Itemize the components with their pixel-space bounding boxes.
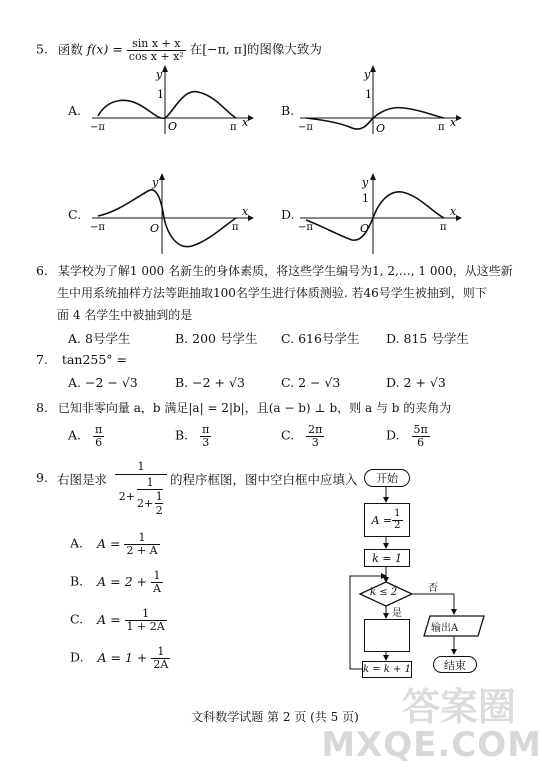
tick-neg-pi: −π <box>298 122 313 133</box>
tick-neg-pi: −π <box>90 122 105 133</box>
fraction-denominator: 2 + A <box>126 543 158 557</box>
q9-option-d <box>70 646 170 670</box>
option-fraction <box>306 424 324 448</box>
fraction-denominator: 2A <box>153 657 169 671</box>
option-label: C. <box>70 611 84 627</box>
question-6-line2: 生中用系统抽样方法等距抽取100名学生进行体质测验. 若46号学生被抽到，则下 <box>57 286 487 300</box>
question-8-stem <box>36 399 451 416</box>
flow-no-label: 否 <box>428 583 438 594</box>
watermark-site: MXQE.COM <box>321 725 542 765</box>
question-number: 8. <box>36 400 48 415</box>
graph-a <box>88 62 258 138</box>
option-lhs: A = 1 + <box>97 649 148 665</box>
option-fraction <box>125 608 167 632</box>
flow-blank-box <box>364 619 410 652</box>
option-fraction <box>151 570 163 594</box>
q7-option-b: B. −2 + √3 <box>175 375 245 390</box>
q8-option-b <box>175 424 211 448</box>
fraction-numerator: 1 <box>138 531 146 544</box>
q8-option-c <box>281 424 324 448</box>
flow-condition: k ≤ 2 <box>370 587 398 598</box>
stem-prefix: 函数 <box>57 41 83 57</box>
tick-one: 1 <box>365 88 372 101</box>
question-number: 7. <box>36 352 48 367</box>
fraction-denominator: 2 <box>394 519 401 531</box>
question-6-line3: 面 4 名学生中被抽到的是 <box>57 308 193 322</box>
stem-suffix: 在[−π, π]的图像大致为 <box>189 41 322 57</box>
option-fraction <box>151 646 170 670</box>
fraction-numerator: 1 <box>157 645 165 658</box>
fraction-denominator: cos x + x² <box>128 49 184 63</box>
flow-init-k: k = 1 <box>364 549 410 567</box>
q6-option-a: A. 8号学生 <box>68 331 131 346</box>
option-lhs: A = <box>97 535 121 551</box>
tick-one: 1 <box>362 192 369 205</box>
tick-pi: π <box>438 122 445 133</box>
function-fraction <box>127 38 186 62</box>
origin-label: O <box>376 122 386 135</box>
flow-yes-label: 是 <box>392 608 402 619</box>
fraction-numerator: 1 <box>153 569 161 582</box>
assign-lhs: A = <box>371 513 393 527</box>
option-lhs: A = 2 + <box>97 573 148 589</box>
x-axis-label: x <box>242 116 249 129</box>
q6-option-d: D. 815 号学生 <box>386 331 469 346</box>
question-9-suffix: 的程序框图，图中空白框中应填入 <box>170 472 358 487</box>
question-6-line1 <box>36 262 513 279</box>
question-9-number: 9. <box>36 470 48 485</box>
fraction-numerator: 2π <box>308 423 323 436</box>
y-axis-label: y <box>362 176 369 189</box>
fraction-denominator: 1 + 2A <box>126 619 165 633</box>
tick-pi: π <box>440 222 447 233</box>
assign-fraction <box>392 509 402 531</box>
q8-option-d <box>386 424 430 448</box>
flow-start: 开始 <box>364 469 410 487</box>
question-7-stem <box>36 352 127 367</box>
x-axis-label: x <box>450 205 457 218</box>
fraction-numerator: π <box>202 423 210 436</box>
q7-option-d: D. 2 + √3 <box>386 375 446 390</box>
option-label: B. <box>70 573 84 589</box>
option-label: A. <box>70 535 84 551</box>
fraction-denominator: A <box>153 581 161 595</box>
q6-option-c: C. 616号学生 <box>281 331 360 346</box>
stem-line: 某学校为了解1 000 名新生的身体素质，将这些学生编号为1, 2,…, 1 000，从这些新 <box>57 264 513 278</box>
q7-option-c: C. 2 − √3 <box>281 375 341 390</box>
option-fraction <box>412 424 430 448</box>
flow-output: 输出A <box>431 623 459 634</box>
question-5-stem <box>36 38 322 62</box>
graph-b <box>296 62 466 138</box>
question-number: 6. <box>36 263 48 278</box>
option-b-label: B. <box>281 103 295 118</box>
fraction-numerator: π <box>95 423 103 436</box>
option-lhs: A = <box>97 611 121 627</box>
q6-option-b: B. 200 号学生 <box>175 331 258 346</box>
option-fraction <box>93 424 104 448</box>
fraction-numerator: sin x + x <box>132 37 181 50</box>
tick-pi: π <box>232 222 239 233</box>
option-label: C. <box>281 427 295 443</box>
option-label: D. <box>386 427 400 443</box>
flow-assign-a <box>364 503 410 537</box>
option-label: A. <box>68 427 82 443</box>
question-9-prefix: 右图是求 <box>57 472 108 487</box>
option-c-label: C. <box>68 207 82 222</box>
option-a-label: A. <box>68 103 82 118</box>
flow-end: 结束 <box>433 656 477 673</box>
stem-text: tan255° = <box>61 352 128 367</box>
fraction-numerator: 1 <box>394 508 401 519</box>
function-name: f(x) = <box>86 41 123 57</box>
fraction-denominator: 3 <box>202 435 210 449</box>
fraction-denominator: 6 <box>95 435 103 449</box>
option-fraction <box>200 424 211 448</box>
fraction-numerator: 5π <box>413 423 428 436</box>
flowchart-connectors <box>340 468 510 688</box>
tick-neg-pi: −π <box>90 222 105 233</box>
q9-option-c <box>70 608 167 632</box>
origin-label: O <box>150 222 160 235</box>
watermark-logo: 答案圈 <box>401 685 516 729</box>
origin-label: O <box>360 222 370 235</box>
x-axis-label: x <box>450 116 457 129</box>
fraction-denominator: 6 <box>417 435 425 449</box>
tick-one: 1 <box>157 88 164 101</box>
option-label: D. <box>70 649 84 665</box>
y-axis-label: y <box>152 176 159 189</box>
q7-option-a: A. −2 − √3 <box>68 375 138 390</box>
question-number: 5. <box>36 41 48 57</box>
q9-option-b <box>70 570 163 594</box>
stem-text: 已知非零向量 a，b 满足|a| = 2|b|，且(a − b) ⊥ b，则 a 与 b 的夹角为 <box>57 401 452 415</box>
fraction-denominator: 3 <box>311 435 319 449</box>
option-fraction <box>124 532 159 556</box>
tick-pi: π <box>230 122 237 133</box>
flow-increment-k: k = k + 1 <box>362 661 412 678</box>
x-axis-label: x <box>242 205 249 218</box>
graph-d <box>296 170 466 256</box>
origin-label: O <box>168 120 178 133</box>
y-axis-label: y <box>364 68 371 81</box>
option-d-label: D. <box>281 207 295 222</box>
q9-option-a <box>70 532 160 556</box>
fraction-numerator: 1 <box>142 607 150 620</box>
tick-neg-pi: −π <box>298 222 313 233</box>
option-label: B. <box>175 427 189 443</box>
continued-fraction: 1 2+ 1 2+ 1 2 <box>115 460 167 517</box>
graph-c <box>88 170 258 256</box>
page-footer: 文科数学试题 第 2 页 (共 5 页) <box>191 710 359 724</box>
q8-option-a <box>68 424 104 448</box>
y-axis-label: y <box>156 68 163 81</box>
